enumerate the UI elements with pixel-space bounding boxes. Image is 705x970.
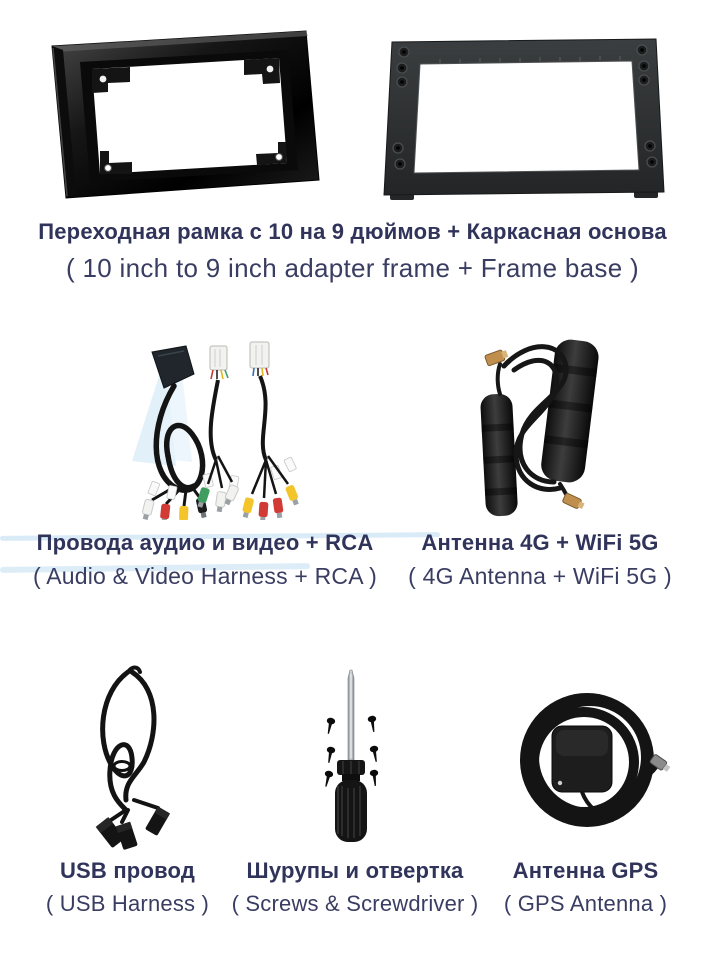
usb-label-en: ( USB Harness ) (45, 891, 210, 916)
screws-screwdriver-photo (306, 666, 398, 848)
gps-label-en: ( GPS Antenna ) (503, 891, 668, 916)
antenna-4g-label (400, 530, 680, 590)
antenna-4g-label-ru: Антенна 4G + WiFi 5G (421, 530, 659, 555)
gps-label-ru: Антенна GPS (512, 858, 659, 883)
gps-antenna-photo (502, 668, 674, 838)
usb-harness-photo (76, 662, 194, 854)
frames-label-en: ( 10 inch to 9 inch adapter frame + Frame base ) (66, 253, 639, 283)
harness-label (25, 530, 385, 590)
screws-label-ru: Шурупы и отвертка (246, 858, 464, 883)
frames-label-ru: Переходная рамка с 10 на 9 дюймов + Каркасная основа (38, 219, 667, 244)
harness-label-ru: Провода аудио и видео + RCA (36, 530, 374, 555)
antenna-4g-wifi-photo (470, 332, 602, 518)
gps-label (478, 858, 693, 917)
usb-label (15, 858, 240, 917)
frame-base-photo (374, 30, 674, 204)
harness-label-en: ( Audio & Video Harness + RCA ) (33, 563, 377, 589)
antenna-4g-label-en: ( 4G Antenna + WiFi 5G ) (408, 563, 672, 589)
screws-label-en: ( Screws & Screwdriver ) (231, 891, 479, 916)
adapter-frame-photo (36, 24, 338, 208)
audio-video-harness-photo (126, 336, 310, 520)
usb-label-ru: USB провод (59, 858, 196, 883)
screws-label (230, 858, 480, 917)
